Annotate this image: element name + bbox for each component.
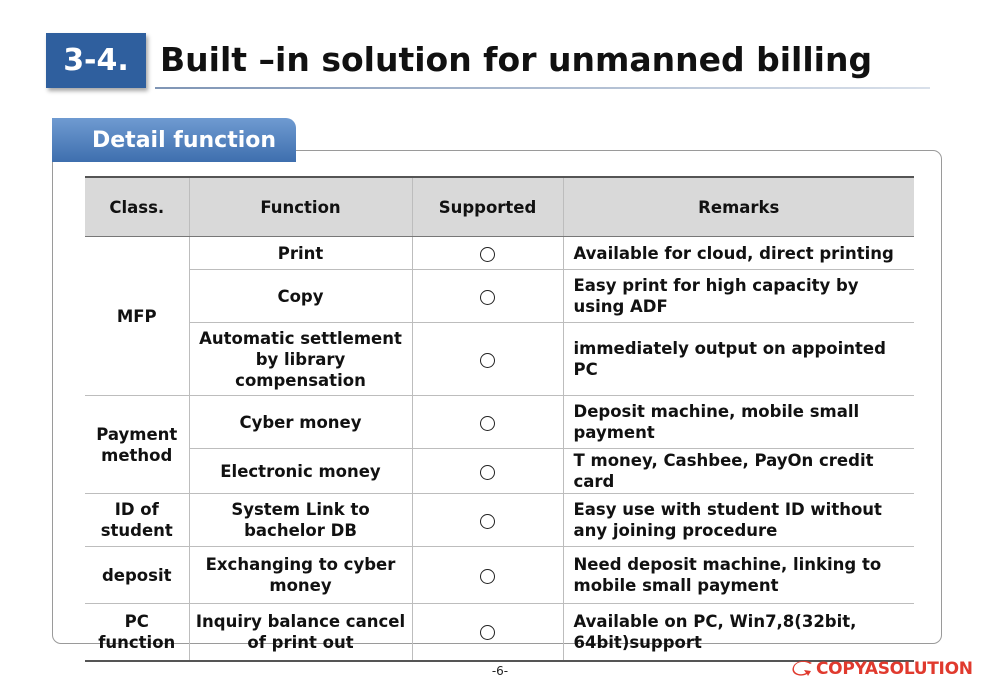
- remarks-cell: Need deposit machine, linking to mobile small payment: [563, 547, 914, 604]
- table-header-row: [85, 177, 914, 237]
- header-remarks: Remarks: [563, 177, 914, 237]
- supported-circle-icon: [480, 247, 495, 262]
- remarks-cell: Available for cloud, direct printing: [563, 237, 914, 270]
- function-cell: Cyber money: [189, 396, 412, 449]
- header-function: Function: [189, 177, 412, 237]
- remarks-cell: immediately output on appointed PC: [563, 323, 914, 396]
- detail-function-table: [85, 176, 914, 662]
- function-cell: Exchanging to cyber money: [189, 547, 412, 604]
- table-row: [85, 237, 914, 270]
- supported-circle-icon: [480, 514, 495, 529]
- class-cell: Payment method: [85, 396, 189, 494]
- section-number: 3-4.: [63, 43, 129, 78]
- function-cell: Electronic money: [189, 449, 412, 494]
- page-title: Built –in solution for unmanned billing: [160, 40, 873, 79]
- supported-circle-icon: [480, 290, 495, 305]
- supported-circle-icon: [480, 353, 495, 368]
- header-supported: Supported: [412, 177, 563, 237]
- supported-circle-icon: [480, 465, 495, 480]
- supported-circle-icon: [480, 569, 495, 584]
- table-row: [85, 449, 914, 494]
- class-cell: MFP: [85, 237, 189, 396]
- table-row: [85, 396, 914, 449]
- table-row: [85, 547, 914, 604]
- function-cell: Inquiry balance cancel of print out: [189, 604, 412, 661]
- table-row: [85, 494, 914, 547]
- remarks-cell: Available on PC, Win7,8(32bit, 64bit)support: [563, 604, 914, 661]
- function-cell: Print: [189, 237, 412, 270]
- header-class: Class.: [85, 177, 189, 237]
- table-row: [85, 270, 914, 323]
- supported-circle-icon: [480, 416, 495, 431]
- supported-cell: [412, 323, 563, 396]
- remarks-cell: Deposit machine, mobile small payment: [563, 396, 914, 449]
- supported-cell: [412, 270, 563, 323]
- supported-cell: [412, 396, 563, 449]
- class-cell: PC function: [85, 604, 189, 661]
- remarks-cell: T money, Cashbee, PayOn credit card: [563, 449, 914, 494]
- table-row: [85, 604, 914, 661]
- tab-label: Detail function: [92, 127, 277, 153]
- supported-cell: [412, 449, 563, 494]
- copyasolution-logo: [792, 657, 973, 681]
- supported-circle-icon: [480, 625, 495, 640]
- supported-cell: [412, 237, 563, 270]
- supported-cell: [412, 604, 563, 661]
- supported-cell: [412, 494, 563, 547]
- supported-cell: [412, 547, 563, 604]
- logo-text: COPYASOLUTION: [816, 659, 973, 679]
- class-cell: ID of student: [85, 494, 189, 547]
- function-cell: Copy: [189, 270, 412, 323]
- logo-swoosh-icon: [792, 661, 814, 677]
- class-cell: deposit: [85, 547, 189, 604]
- remarks-cell: Easy use with student ID without any joining procedure: [563, 494, 914, 547]
- remarks-cell: Easy print for high capacity by using ADF: [563, 270, 914, 323]
- table-row: [85, 323, 914, 396]
- function-cell: System Link to bachelor DB: [189, 494, 412, 547]
- detail-function-tab: [52, 118, 296, 162]
- title-underline: [155, 87, 930, 89]
- function-cell: Automatic settlement by library compensation: [189, 323, 412, 396]
- section-number-badge: [46, 33, 146, 88]
- page-number: -6-: [491, 664, 509, 678]
